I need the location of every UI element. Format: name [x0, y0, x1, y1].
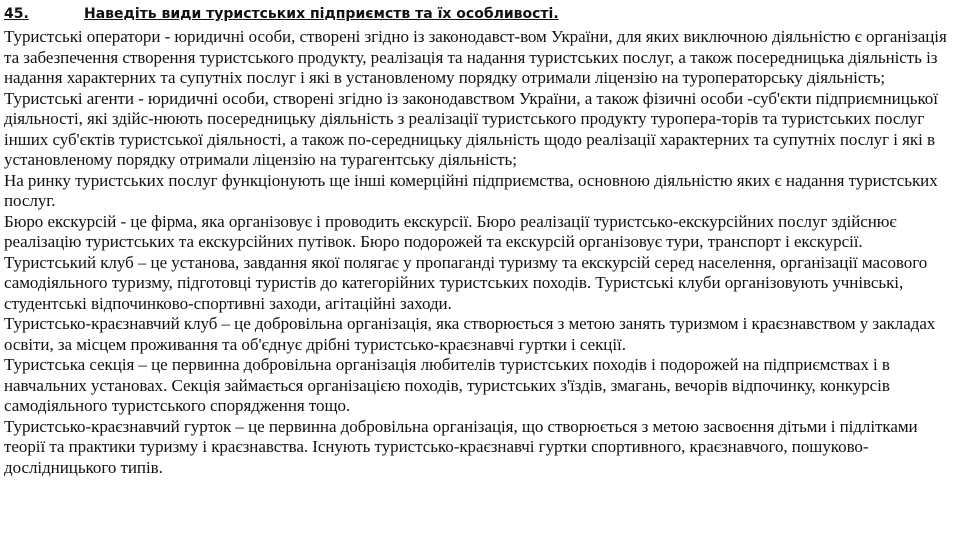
paragraph-other-enterprises: На ринку туристських послуг функціонують ще інші комерційні підприємства, основною діяльністю яких є надання туристських послуг.: [4, 170, 938, 210]
paragraph-tourist-club: Туристський клуб – це установа, завдання якої полягає у пропаганді туризму та екскурсій серед населення, організації масового самодіяльного туризму, підготовці туристів до категорійних туристських походів. Туристські клуби організовують учнівські, студентські відпочинково-спортивні заходи, агітаційні заходи.: [4, 252, 928, 313]
answer-body: [4, 27, 954, 478]
paragraph-tour-operators: Туристські оператори - юридичні особи, створені згідно із законодавст-вом України, для яких виключною діяльністю є організація та забезпечення створення туристського продукту, реалізація та надання туристських послуг, а також посередницька діяльність із надання характерних та супутніх послуг і які в установленому порядку отримали ліцензію на туроператорську діяльність;: [4, 27, 947, 87]
paragraph-excursion-bureau: Бюро екскурсій - це фірма, яка організовує і проводить екскурсії. Бюро реалізації туристсько-екскурсійних послуг здійснює реалізацію туристських та екскурсійних путівок. Бюро подорожей та екскурсій організовує тури, транспорт і екскурсії.: [4, 211, 897, 251]
question-heading: [4, 3, 559, 25]
question-title: Наведіть види туристських підприємств та їх особливості.: [84, 6, 559, 22]
paragraph-tour-agents: Туристські агенти - юридичні особи, створені згідно із законодавством України, а також фізичні особи -суб'єкти підприємницької діяльності, які здійс-нюють посередницьку діяльність з реалізації туристського продукту туропера-торів та туристських послуг інших суб'єктів туристської діяльності, а також по-середницьку діяльність щодо реалізації характерних та супутніх послуг і які в установленому порядку отримали ліцензію на турагентську діяльність;: [4, 88, 938, 169]
question-number: 45.: [4, 6, 29, 22]
paragraph-tourist-section: Туристська секція – це первинна добровільна організація любителів туристських походів і подорожей на підприємствах і в навчальних установах. Секція займається організацією походів, туристських з'їздів, змагань, вечорів відпочинку, конкурсів самодіяльного туристського спорядження тощо.: [4, 355, 890, 415]
paragraph-local-lore-club: Туристсько-краєзнавчий клуб – це добровільна організація, яка створюється з метою занять туризмом і краєзнавством у закладах освіти, за місцем проживання та об'єднує дрібні туристсько-краєзнавчі гуртки і секції.: [4, 314, 936, 354]
paragraph-local-lore-circle: Туристсько-краєзнавчий гурток – це первинна добровільна організація, що створюється з метою засвоєння дітьми і підлітками теорії та практики туризму і краєзнавства. Існують туристсько-краєзнавчі гуртки спортивного, краєзнавчого, пошуково-дослідницького типів.: [4, 416, 918, 477]
